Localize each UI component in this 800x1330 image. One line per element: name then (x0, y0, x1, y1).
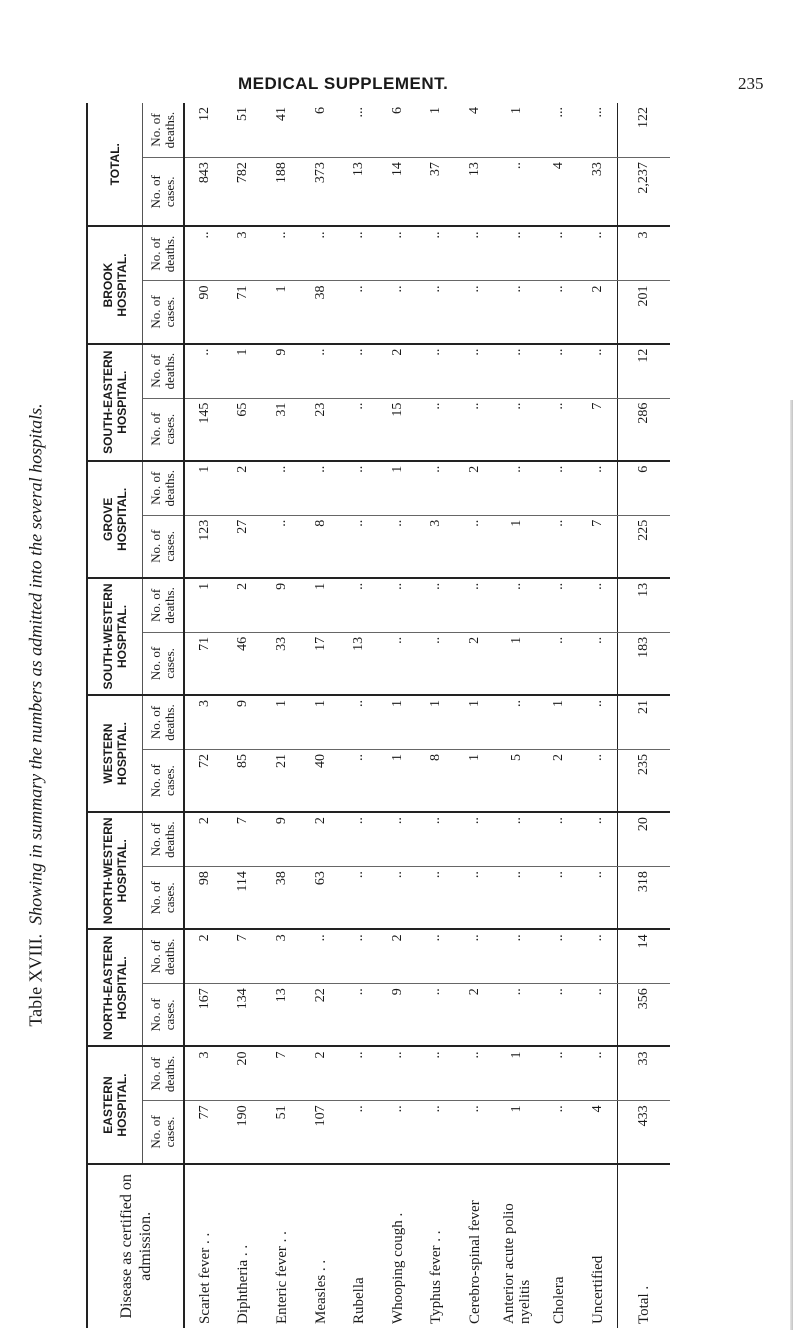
hospital-header: GROVE HOSPITAL. (87, 461, 143, 578)
cases-cell: .. (378, 867, 417, 930)
cases-cell: .. (340, 281, 379, 344)
table-row (456, 103, 495, 1328)
cases-cell: 201 (618, 281, 670, 344)
deaths-cell: .. (540, 227, 579, 281)
cases-cell: .. (340, 984, 379, 1047)
deaths-cell: 6 (389, 107, 405, 114)
cases-cell: 1 (494, 1101, 540, 1164)
cases-cell: 114 (224, 867, 263, 930)
hospital-header: BROOK HOSPITAL. (87, 227, 143, 344)
cases-cell: .. (540, 1101, 579, 1164)
cases-cell: 7 (579, 398, 618, 461)
cases-cell: 235 (618, 750, 670, 813)
table-row (540, 103, 579, 1328)
cases-cell: .. (579, 867, 618, 930)
cases-cell: 65 (224, 398, 263, 461)
deaths-cell: .. (456, 578, 495, 632)
cases-cell: 167 (184, 984, 224, 1047)
cases-cell: .. (417, 398, 456, 461)
deaths-cell: 6 (618, 461, 670, 515)
cases-cell: .. (494, 281, 540, 344)
cases-subheader: No. of cases. (143, 867, 185, 930)
deaths-cell: .. (263, 461, 302, 515)
cases-cell: 433 (618, 1101, 670, 1164)
cases-cell: 318 (618, 867, 670, 930)
cases-cell: .. (540, 632, 579, 695)
cases-subheader: No. of cases. (143, 984, 185, 1047)
page-edge-shadow (790, 400, 793, 1330)
cases-subheader: No. of cases. (143, 515, 185, 578)
cases-cell: .. (540, 515, 579, 578)
cases-cell: 286 (618, 398, 670, 461)
cases-cell: 38 (263, 867, 302, 930)
disease-name: Diphtheria . . (224, 1164, 263, 1328)
cases-cell: 71 (184, 632, 224, 695)
cases-cell: 4 (540, 158, 579, 227)
deaths-cell: .. (301, 344, 340, 398)
cases-cell: .. (378, 281, 417, 344)
deaths-cell: 14 (618, 929, 670, 983)
table-row (579, 103, 618, 1328)
deaths-cell: 7 (224, 929, 263, 983)
cases-cell: 40 (301, 750, 340, 813)
deaths-cell: .. (579, 227, 618, 281)
deaths-cell: 7 (224, 812, 263, 866)
disease-name: Anterior acute polio nyelitis (494, 1164, 540, 1328)
cases-cell: 183 (618, 632, 670, 695)
disease-name: Enteric fever . . (263, 1164, 302, 1328)
hospital-header: EASTERN HOSPITAL. (87, 1046, 143, 1163)
cases-cell: .. (340, 398, 379, 461)
deaths-cell: ... (589, 107, 605, 118)
deaths-cell: .. (540, 1046, 579, 1100)
table-row (224, 103, 263, 1328)
deaths-cell: 1 (378, 461, 417, 515)
disease-name: Typhus fever . . (417, 1164, 456, 1328)
cases-cell: .. (579, 750, 618, 813)
deaths-cell: 20 (618, 812, 670, 866)
cases-cell: 2 (456, 632, 495, 695)
cases-cell: 5 (494, 750, 540, 813)
page-number: 235 (738, 74, 764, 93)
cases-cell: .. (494, 984, 540, 1047)
cases-cell: 33 (263, 632, 302, 695)
cases-cell: 2 (456, 984, 495, 1047)
deaths-cell: 1 (509, 107, 525, 114)
deaths-cell: .. (340, 461, 379, 515)
cases-cell: .. (456, 515, 495, 578)
deaths-cell: 2 (378, 344, 417, 398)
disease-name: Total . (618, 1164, 670, 1328)
deaths-cell: .. (540, 344, 579, 398)
deaths-cell: 21 (618, 695, 670, 749)
deaths-cell: .. (579, 1046, 618, 1100)
table-row (378, 103, 417, 1328)
hospital-header: SOUTH-WESTERN HOSPITAL. (87, 578, 143, 695)
cases-cell: 9 (378, 984, 417, 1047)
deaths-cell: 9 (263, 812, 302, 866)
cases-cell: 134 (224, 984, 263, 1047)
deaths-cell: 4 (466, 107, 482, 114)
deaths-cell: .. (417, 929, 456, 983)
page-header-title: MEDICAL SUPPLEMENT. (238, 74, 449, 93)
deaths-cell: .. (540, 812, 579, 866)
disease-name: Whooping cough . (378, 1164, 417, 1328)
cases-subheader: No. of cases. (143, 158, 185, 227)
cases-cell: 72 (184, 750, 224, 813)
cases-cell: 1 (456, 750, 495, 813)
rotated-table-container (86, 103, 670, 1328)
cases-cell: 98 (184, 867, 224, 930)
deaths-cell: .. (494, 461, 540, 515)
deaths-subheader: No. of deaths. (143, 461, 185, 515)
cases-cell: 1 (263, 281, 302, 344)
deaths-cell: .. (579, 929, 618, 983)
deaths-cell: .. (456, 344, 495, 398)
deaths-cell: 9 (263, 344, 302, 398)
deaths-cell: .. (417, 578, 456, 632)
deaths-cell: 122 (618, 103, 670, 158)
deaths-cell: .. (417, 1046, 456, 1100)
table-row (301, 103, 340, 1328)
deaths-cell: .. (579, 695, 618, 749)
deaths-cell: .. (540, 578, 579, 632)
deaths-cell: 1 (417, 695, 456, 749)
deaths-cell: 3 (184, 1046, 224, 1100)
cases-cell: 8 (417, 750, 456, 813)
deaths-cell: 1 (378, 695, 417, 749)
total-row (618, 103, 670, 1328)
deaths-cell: .. (417, 344, 456, 398)
deaths-cell: 3 (224, 227, 263, 281)
deaths-cell: 1 (184, 578, 224, 632)
cases-cell: .. (340, 515, 379, 578)
cases-cell: 90 (184, 281, 224, 344)
deaths-cell: .. (301, 461, 340, 515)
cases-subheader: No. of cases. (143, 750, 185, 813)
cases-cell: 14 (378, 158, 417, 227)
deaths-cell: 3 (263, 929, 302, 983)
deaths-cell: .. (494, 227, 540, 281)
hospital-header-row (87, 103, 143, 1328)
deaths-cell: 12 (618, 344, 670, 398)
cases-cell: 373 (301, 158, 340, 227)
cases-cell: 13 (456, 158, 495, 227)
cases-cell: 77 (184, 1101, 224, 1164)
deaths-cell: 33 (618, 1046, 670, 1100)
deaths-cell: .. (301, 929, 340, 983)
deaths-cell: 51 (235, 107, 251, 121)
cases-cell: .. (579, 632, 618, 695)
cases-cell: .. (263, 515, 302, 578)
cases-cell: 37 (417, 158, 456, 227)
hospital-header: SOUTH-EASTERN HOSPITAL. (87, 344, 143, 461)
deaths-cell: 13 (618, 578, 670, 632)
cases-cell: .. (579, 984, 618, 1047)
cases-cell: 63 (301, 867, 340, 930)
deaths-subheader: No. of deaths. (143, 812, 185, 866)
cases-cell: .. (540, 281, 579, 344)
cases-cell: 27 (224, 515, 263, 578)
deaths-cell: .. (456, 929, 495, 983)
deaths-subheader: No. of deaths. (143, 103, 185, 158)
deaths-cell: .. (494, 695, 540, 749)
cases-cell: 3 (417, 515, 456, 578)
cases-subheader: No. of cases. (143, 281, 185, 344)
deaths-cell: 1 (263, 695, 302, 749)
cases-cell: 2,237 (618, 158, 670, 227)
deaths-cell: .. (456, 1046, 495, 1100)
cases-cell: .. (417, 281, 456, 344)
hospital-header: NORTH-EASTERN HOSPITAL. (87, 929, 143, 1046)
deaths-cell: 1 (184, 461, 224, 515)
deaths-cell: .. (184, 227, 224, 281)
deaths-cell: 2 (224, 578, 263, 632)
cases-cell: 13 (263, 984, 302, 1047)
deaths-cell: 2 (378, 929, 417, 983)
cases-cell: 13 (340, 632, 379, 695)
table-row (494, 103, 540, 1328)
cases-cell: 13 (340, 158, 379, 227)
deaths-cell: ... (351, 107, 367, 118)
deaths-cell: 2 (456, 461, 495, 515)
cases-cell: 843 (184, 158, 224, 227)
deaths-cell: .. (494, 929, 540, 983)
cases-cell: .. (378, 632, 417, 695)
cases-cell: 23 (301, 398, 340, 461)
disease-name: Scarlet fever . . (184, 1164, 224, 1328)
table-row (184, 103, 224, 1328)
deaths-cell: 2 (301, 812, 340, 866)
deaths-cell: .. (340, 812, 379, 866)
deaths-cell: .. (579, 578, 618, 632)
deaths-cell: .. (378, 227, 417, 281)
deaths-cell: 1 (540, 695, 579, 749)
table-row (417, 103, 456, 1328)
cases-cell: 782 (224, 158, 263, 227)
deaths-cell: .. (456, 227, 495, 281)
deaths-cell: .. (378, 1046, 417, 1100)
cases-cell: 85 (224, 750, 263, 813)
cases-cell: 356 (618, 984, 670, 1047)
cases-cell: 188 (263, 158, 302, 227)
deaths-cell: 9 (263, 578, 302, 632)
deaths-cell: 2 (301, 1046, 340, 1100)
cases-cell: 8 (301, 515, 340, 578)
disease-name: Cholera (540, 1164, 579, 1328)
table-body (184, 103, 670, 1328)
cases-cell: 225 (618, 515, 670, 578)
disease-name: Cerebro-spinal fever (456, 1164, 495, 1328)
deaths-cell: .. (263, 227, 302, 281)
hospital-header: WESTERN HOSPITAL. (87, 695, 143, 812)
cases-cell: .. (540, 398, 579, 461)
deaths-cell: 12 (196, 107, 212, 121)
cases-cell: 107 (301, 1101, 340, 1164)
cases-cell: 33 (579, 158, 618, 227)
cases-cell: 1 (378, 750, 417, 813)
deaths-subheader: No. of deaths. (143, 227, 185, 281)
deaths-cell: .. (494, 578, 540, 632)
deaths-cell: .. (579, 461, 618, 515)
cases-cell: .. (540, 984, 579, 1047)
deaths-cell: .. (340, 344, 379, 398)
disease-name: Rubella (340, 1164, 379, 1328)
deaths-cell: 3 (184, 695, 224, 749)
cases-cell: 71 (224, 281, 263, 344)
deaths-subheader: No. of deaths. (143, 1046, 185, 1100)
table-row (340, 103, 379, 1328)
deaths-cell: .. (417, 812, 456, 866)
deaths-cell: .. (184, 344, 224, 398)
deaths-cell: .. (301, 227, 340, 281)
deaths-cell: .. (340, 929, 379, 983)
deaths-cell: .. (340, 227, 379, 281)
cases-cell: .. (378, 515, 417, 578)
cases-cell: .. (340, 1101, 379, 1164)
cases-cell: .. (378, 1101, 417, 1164)
admissions-summary-table (86, 103, 670, 1328)
deaths-subheader: No. of deaths. (143, 578, 185, 632)
deaths-subheader: No. of deaths. (143, 344, 185, 398)
disease-name: Uncertified (579, 1164, 618, 1328)
cases-subheader: No. of cases. (143, 632, 185, 695)
deaths-cell: .. (417, 227, 456, 281)
cases-cell: 4 (579, 1101, 618, 1164)
cases-subheader: No. of cases. (143, 1101, 185, 1164)
cases-cell: 1 (494, 515, 540, 578)
deaths-cell: .. (494, 344, 540, 398)
deaths-cell: .. (378, 812, 417, 866)
deaths-cell: .. (579, 344, 618, 398)
caption-prefix: Table XVIII. (25, 933, 46, 1027)
deaths-cell: .. (540, 461, 579, 515)
cases-cell: .. (417, 984, 456, 1047)
deaths-cell: ... (551, 107, 567, 118)
hospital-header: NORTH-WESTERN HOSPITAL. (87, 812, 143, 929)
cases-cell: .. (417, 867, 456, 930)
cases-cell: 15 (378, 398, 417, 461)
cases-cell: 2 (540, 750, 579, 813)
deaths-cell: 1 (301, 578, 340, 632)
cases-cell: 22 (301, 984, 340, 1047)
cases-subheader: No. of cases. (143, 398, 185, 461)
cases-cell: .. (417, 632, 456, 695)
deaths-cell: 1 (428, 107, 444, 114)
deaths-cell: 2 (224, 461, 263, 515)
deaths-cell: .. (417, 461, 456, 515)
deaths-cell: 3 (618, 227, 670, 281)
cases-cell: 38 (301, 281, 340, 344)
deaths-cell: .. (340, 1046, 379, 1100)
deaths-cell: 1 (494, 1046, 540, 1100)
deaths-cell: .. (579, 812, 618, 866)
cases-cell: .. (340, 750, 379, 813)
cases-cell: .. (417, 1101, 456, 1164)
cases-cell: 7 (579, 515, 618, 578)
deaths-cell: 2 (184, 812, 224, 866)
deaths-cell: 9 (224, 695, 263, 749)
cases-cell: 145 (184, 398, 224, 461)
disease-column-header: Disease as certified on admission. (87, 1164, 184, 1328)
cases-cell: .. (456, 398, 495, 461)
deaths-cell: 41 (273, 107, 289, 121)
cases-cell: 2 (579, 281, 618, 344)
cases-cell: .. (456, 867, 495, 930)
cases-cell: .. (540, 867, 579, 930)
cases-cell: 17 (301, 632, 340, 695)
deaths-cell: .. (540, 929, 579, 983)
cases-cell: 51 (263, 1101, 302, 1164)
deaths-cell: 2 (184, 929, 224, 983)
deaths-cell: .. (340, 695, 379, 749)
deaths-cell: 1 (301, 695, 340, 749)
cases-cell: 46 (224, 632, 263, 695)
deaths-cell: .. (378, 578, 417, 632)
cases-cell: .. (494, 158, 540, 227)
deaths-cell: .. (340, 578, 379, 632)
table-row (263, 103, 302, 1328)
cases-cell: 123 (184, 515, 224, 578)
deaths-cell: 1 (224, 344, 263, 398)
cases-cell: 21 (263, 750, 302, 813)
deaths-cell: 1 (456, 695, 495, 749)
cases-cell: .. (456, 1101, 495, 1164)
deaths-subheader: No. of deaths. (143, 695, 185, 749)
cases-cell: .. (494, 398, 540, 461)
hospital-header: TOTAL. (87, 103, 143, 227)
deaths-cell: 7 (263, 1046, 302, 1100)
cases-cell: .. (340, 867, 379, 930)
subheader-row (143, 103, 185, 1328)
cases-cell: 190 (224, 1101, 263, 1164)
cases-cell: .. (456, 281, 495, 344)
deaths-cell: .. (456, 812, 495, 866)
caption-text: Showing in summary the numbers as admitted into the several hospitals. (25, 403, 46, 925)
deaths-subheader: No. of deaths. (143, 929, 185, 983)
cases-cell: 1 (494, 632, 540, 695)
cases-cell: .. (494, 867, 540, 930)
cases-cell: 31 (263, 398, 302, 461)
deaths-cell: 6 (312, 107, 328, 114)
disease-name: Measles . . (301, 1164, 340, 1328)
deaths-cell: 20 (224, 1046, 263, 1100)
deaths-cell: .. (494, 812, 540, 866)
